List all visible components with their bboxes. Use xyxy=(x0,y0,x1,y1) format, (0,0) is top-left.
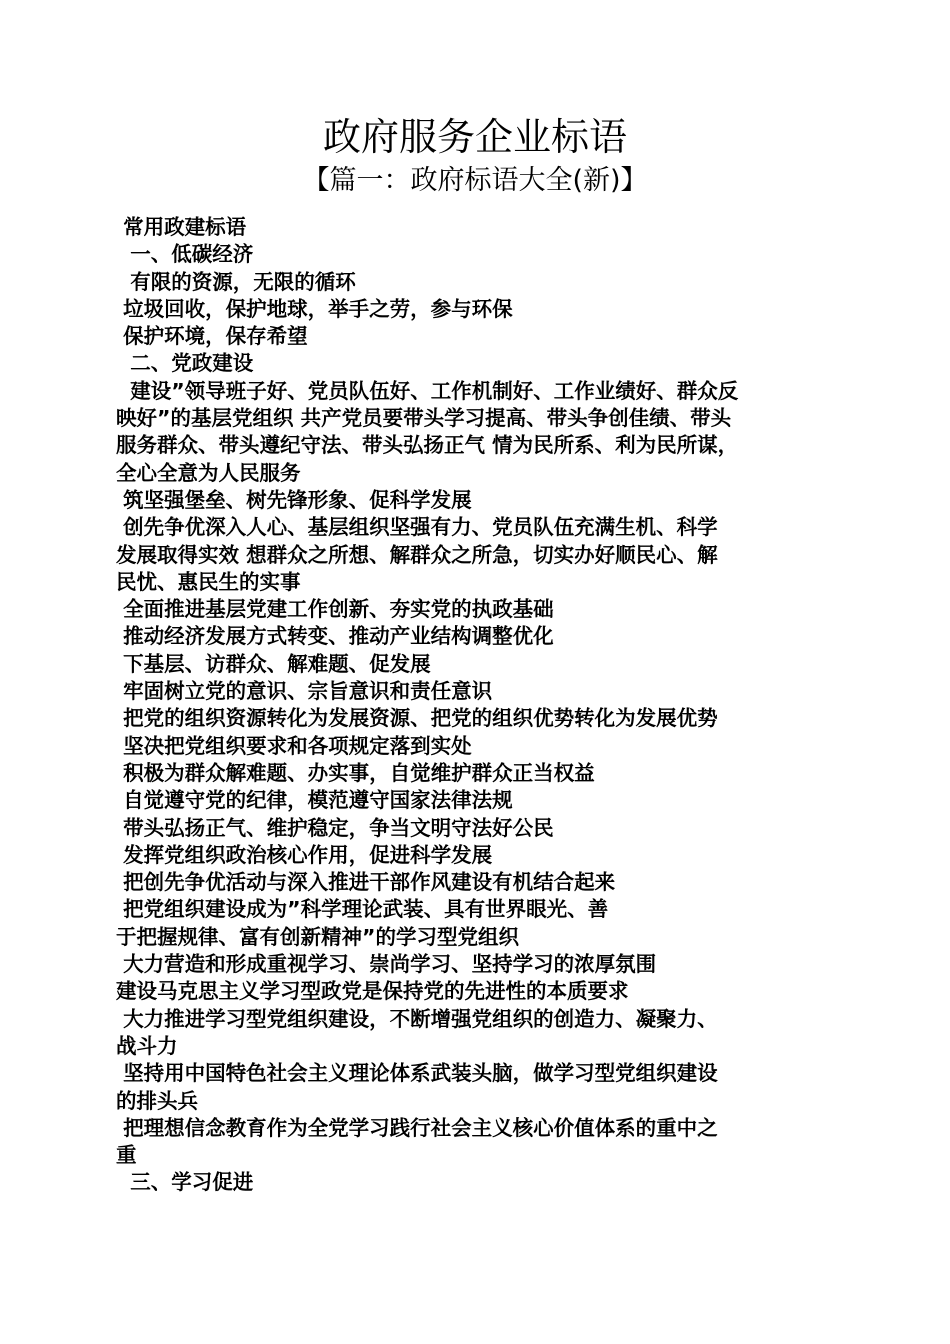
slogan-line: 战斗力 xyxy=(116,1033,178,1058)
slogan-line: 牢固树立党的意识、宗旨意识和责任意识 xyxy=(116,679,493,704)
slogan-line: 的排头兵 xyxy=(116,1088,198,1113)
slogan-line: 积极为群众解难题、办实事，自觉维护群众正当权益 xyxy=(116,760,595,785)
slogan-line: 创先争优深入人心、基层组织坚强有力、党员队伍充满生机、科学 xyxy=(116,515,718,540)
slogan-line: 筑坚强堡垒、树先锋形象、促科学发展 xyxy=(116,487,472,512)
slogan-line: 建设马克思主义学习型政党是保持党的先进性的本质要求 xyxy=(116,979,629,1004)
slogan-line: 于把握规律、富有创新精神”的学习型党组织 xyxy=(116,924,519,949)
slogan-line: 保护环境，保存希望 xyxy=(116,324,308,349)
section-label: 常用政建标语 xyxy=(116,215,247,239)
slogan-line: 把理想信念教育作为全党学习践行社会主义核心价值体系的重中之 xyxy=(116,1115,718,1140)
slogan-line: 映好”的基层党组织 共产党员要带头学习提高、带头争创佳绩、带头 xyxy=(116,406,732,431)
slogan-line: 大力推进学习型党组织建设，不断增强党组织的创造力、凝聚力、 xyxy=(116,1006,718,1031)
slogan-line: 把创先争优活动与深入推进干部作风建设有机结合起来 xyxy=(116,870,616,895)
document-title: 政府服务企业标语 xyxy=(322,115,627,159)
slogan-line: 有限的资源，无限的循环 xyxy=(116,269,356,294)
slogan-line: 全面推进基层党建工作创新、夯实党的执政基础 xyxy=(116,597,554,622)
slogan-line: 重 xyxy=(116,1143,137,1168)
section-heading-3: 三、学习促进 xyxy=(116,1170,254,1195)
document-subtitle: 【篇一：政府标语大全(新)】 xyxy=(302,165,648,196)
slogan-line: 坚决把党组织要求和各项规定落到实处 xyxy=(116,733,472,758)
slogan-line: 带头弘扬正气、维护稳定，争当文明守法好公民 xyxy=(116,815,554,840)
section-heading-2: 二、党政建设 xyxy=(116,351,254,376)
slogan-line: 推动经济发展方式转变、推动产业结构调整优化 xyxy=(116,624,554,649)
slogan-line: 坚持用中国特色社会主义理论体系武装头脑，做学习型党组织建设 xyxy=(116,1061,718,1086)
slogan-line: 大力营造和形成重视学习、崇尚学习、坚持学习的浓厚氛围 xyxy=(116,952,657,977)
slogan-line: 民忧、惠民生的实事 xyxy=(116,569,301,594)
slogan-line: 把党组织建设成为”科学理论武装、具有世界眼光、善 xyxy=(116,897,609,922)
section-heading-1: 一、低碳经济 xyxy=(116,242,254,267)
slogan-line: 自觉遵守党的纪律，模范遵守国家法律法规 xyxy=(116,788,513,813)
document-body xyxy=(116,214,846,1197)
slogan-line: 垃圾回收，保护地球，举手之劳，参与环保 xyxy=(116,296,513,321)
slogan-line: 发展取得实效 想群众之所想、解群众之所急，切实办好顺民心、解 xyxy=(116,542,718,567)
slogan-line: 服务群众、带头遵纪守法、带头弘扬正气 情为民所系、利为民所谋， xyxy=(116,433,739,458)
slogan-line: 全心全意为人民服务 xyxy=(116,460,301,485)
slogan-line: 把党的组织资源转化为发展资源、把党的组织优势转化为发展优势 xyxy=(116,706,718,731)
slogan-line: 下基层、访群众、解难题、促发展 xyxy=(116,651,431,676)
slogan-line: 发挥党组织政治核心作用，促进科学发展 xyxy=(116,842,493,867)
slogan-line: 建设”领导班子好、党员队伍好、工作机制好、工作业绩好、群众反 xyxy=(116,378,739,403)
